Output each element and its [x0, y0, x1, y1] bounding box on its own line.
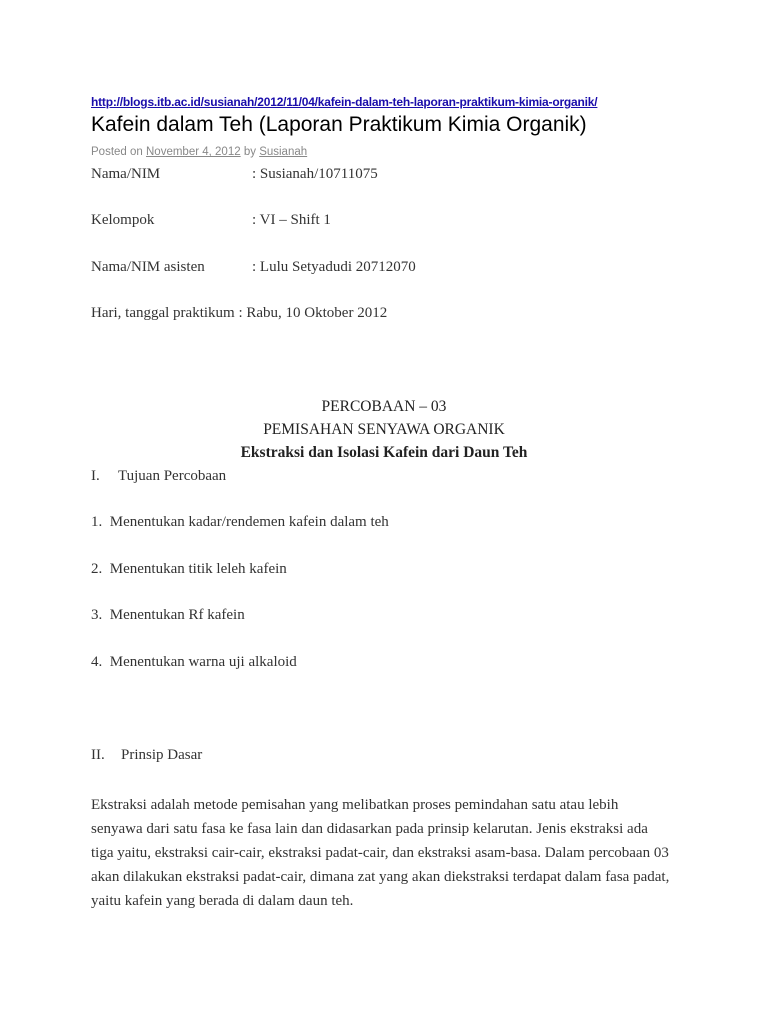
list-item — [91, 514, 389, 531]
list-text: Menentukan warna uji alkaloid — [109, 654, 297, 670]
info-label: Nama/NIM — [91, 166, 161, 182]
post-meta — [91, 146, 307, 158]
info-label: Kelompok — [91, 212, 155, 228]
posted-on-label: Posted on — [91, 146, 143, 158]
experiment-subtitle: Ekstraksi dan Isolasi Kafein dari Daun Teh — [240, 444, 528, 461]
principle-paragraph: Ekstraksi adalah metode pemisahan yang melibatkan proses pemindahan satu atau lebih senyawa dari satu fasa ke fasa lain dan didasarkan pada prinsip kelarutan. Jenis ekstraksi ada tiga yaitu, ekstraksi cair-cair, ekstraksi padat-cair, dan ekstraksi asam-basa. Dalam percobaan 03 akan dilakukan ekstraksi padat-cair, dimana zat yang akan diekstraksi terdapat dalam fasa padat, yaitu kafein yang berada di dalam daun teh. — [91, 797, 670, 909]
list-number: 2. — [91, 561, 103, 577]
info-row-tanggal — [91, 305, 387, 322]
list-item — [91, 561, 287, 578]
info-label: Nama/NIM asisten — [91, 259, 205, 275]
list-number: 1. — [91, 514, 103, 530]
list-text: Menentukan titik leleh kafein — [109, 561, 287, 577]
info-value: : VI – Shift 1 — [252, 212, 331, 228]
list-number: 3. — [91, 607, 103, 623]
section-title: Tujuan Percobaan — [118, 468, 227, 484]
list-number: 4. — [91, 654, 103, 670]
list-text: Menentukan Rf kafein — [109, 607, 245, 623]
section-title: Prinsip Dasar — [121, 747, 203, 763]
post-date-link[interactable]: November 4, 2012 — [146, 146, 241, 158]
author-link[interactable]: Susianah — [259, 146, 308, 158]
info-value: : Rabu, 10 Oktober 2012 — [238, 305, 388, 321]
by-label: by — [243, 146, 256, 158]
info-value: : Susianah/10711075 — [252, 166, 378, 182]
experiment-title: PEMISAHAN SENYAWA ORGANIK — [263, 421, 505, 438]
info-label: Hari, tanggal praktikum — [91, 305, 235, 321]
section-number: I. — [91, 468, 100, 484]
experiment-number: PERCOBAAN – 03 — [321, 398, 447, 415]
list-item — [91, 607, 245, 624]
list-text: Menentukan kadar/rendemen kafein dalam teh — [109, 514, 389, 530]
source-url-link[interactable]: http://blogs.itb.ac.id/susianah/2012/11/04/kafein-dalam-teh-laporan-praktikum-kimia-organik/ — [91, 95, 598, 109]
info-value: : Lulu Setyadudi 20712070 — [252, 259, 416, 275]
section-number: II. — [91, 747, 105, 763]
list-item — [91, 654, 297, 671]
post-title: Kafein dalam Teh (Laporan Praktikum Kimia Organik) — [91, 113, 587, 136]
